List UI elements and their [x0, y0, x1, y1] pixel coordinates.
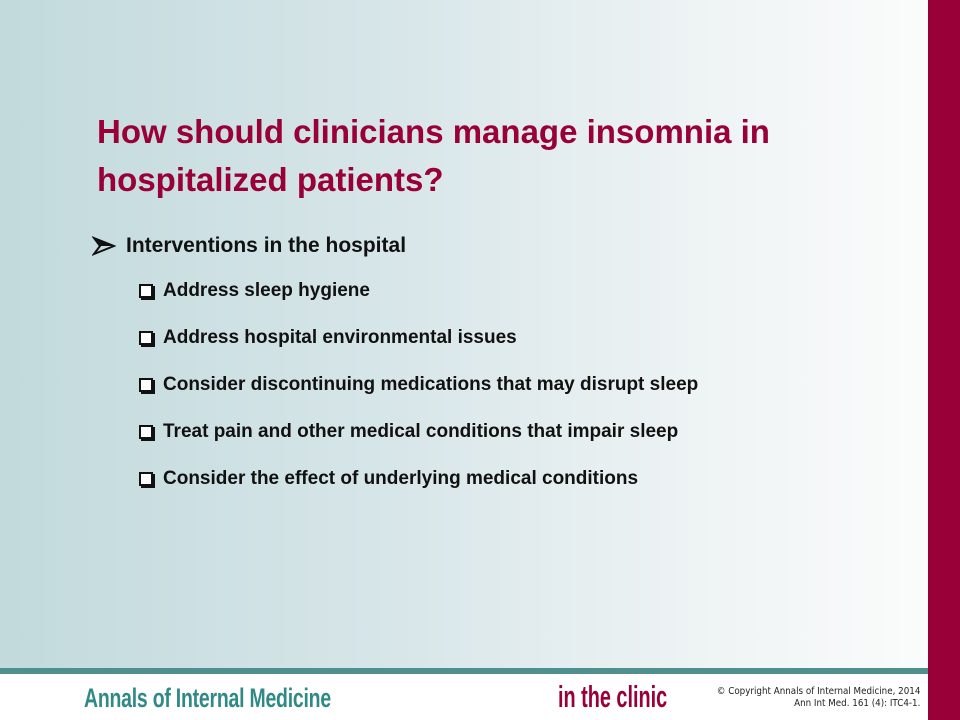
checkbox-bullet-icon [139, 284, 153, 298]
list-item [138, 325, 698, 372]
journal-logo: Annals of Internal Medicine [84, 683, 331, 713]
sub-bullet-list [138, 278, 698, 513]
list-item [138, 419, 698, 466]
checkbox-bullet-icon [139, 425, 153, 439]
arrow-right-icon [92, 236, 116, 256]
list-item [138, 372, 698, 419]
citation-line: Ann Int Med. 161 (4): ITC4-1. [793, 698, 920, 709]
copyright-notice [716, 686, 920, 710]
main-bullet-label: Interventions in the hospital [126, 234, 407, 257]
checkbox-bullet-icon [139, 378, 153, 392]
main-bullet [92, 231, 406, 261]
list-item-label: Consider the effect of underlying medical conditions [163, 468, 639, 489]
series-logo: in the clinic [558, 679, 668, 714]
checkbox-bullet-icon [139, 472, 153, 486]
list-item-label: Treat pain and other medical conditions that impair sleep [163, 421, 679, 442]
copyright-line: © Copyright Annals of Internal Medicine, 2014 [716, 686, 920, 697]
list-item [138, 278, 698, 325]
checkbox-bullet-icon [139, 331, 153, 345]
right-accent-bar [928, 0, 960, 720]
list-item-label: Consider discontinuing medications that may disrupt sleep [163, 374, 699, 395]
list-item-label: Address hospital environmental issues [163, 327, 517, 348]
slide-title: How should clinicians manage insomnia in hospitalized patients? [97, 113, 770, 198]
list-item [138, 466, 698, 513]
list-item-label: Address sleep hygiene [163, 280, 370, 301]
